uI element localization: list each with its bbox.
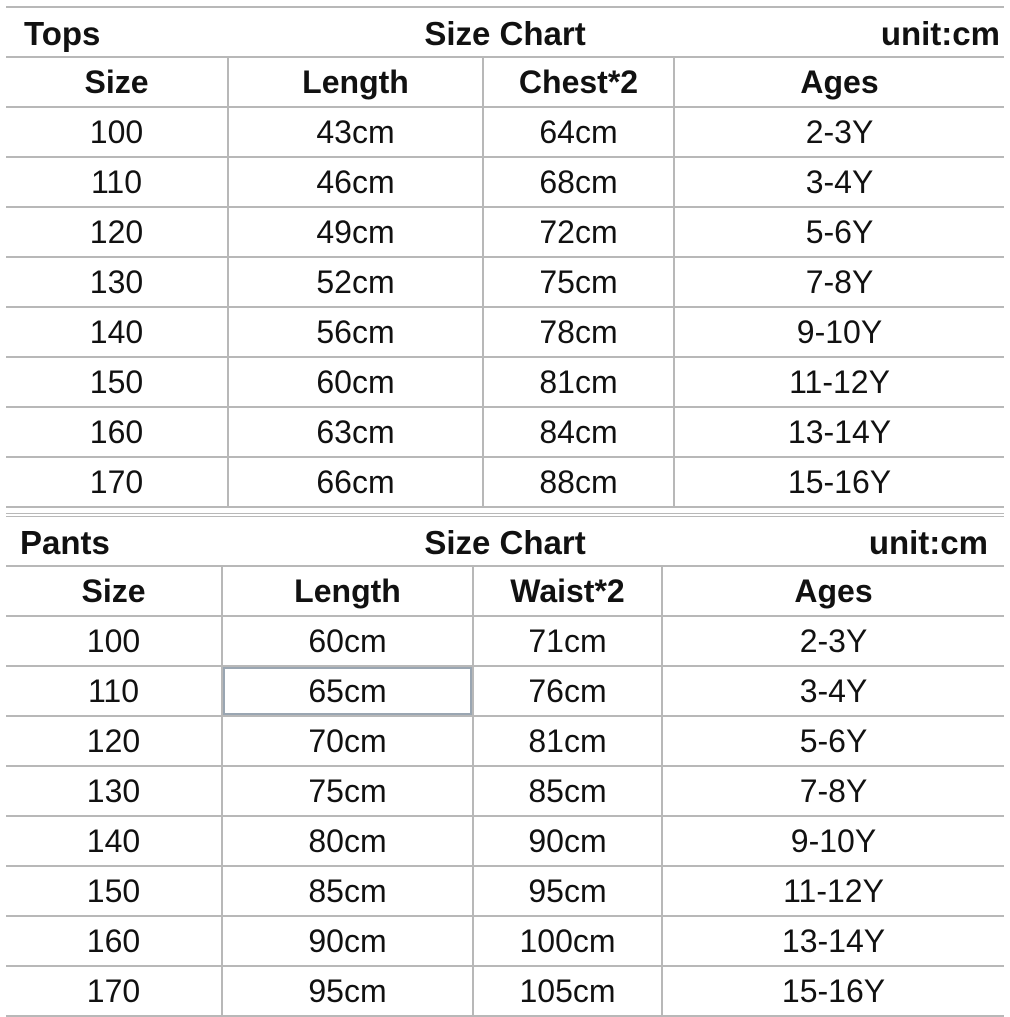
table-row	[6, 107, 1004, 157]
table-row	[6, 916, 1004, 966]
pants-chart-title: Size Chart	[424, 524, 586, 561]
cell-ages[interactable]: 2-3Y	[674, 107, 1004, 157]
cell-size[interactable]: 170	[6, 457, 228, 507]
tops-size-table	[6, 56, 1004, 508]
cell-chest[interactable]: 64cm	[483, 107, 674, 157]
cell-length[interactable]: 85cm	[222, 866, 473, 916]
column-header-size: Size	[6, 57, 228, 107]
cell-size[interactable]: 170	[6, 966, 222, 1016]
cell-size[interactable]: 150	[6, 866, 222, 916]
tops-title-row	[6, 6, 1004, 56]
cell-size[interactable]: 120	[6, 716, 222, 766]
cell-ages[interactable]: 11-12Y	[662, 866, 1004, 916]
pants-table-header	[6, 566, 1004, 616]
tops-section	[6, 6, 1004, 508]
cell-waist[interactable]: 71cm	[473, 616, 662, 666]
cell-chest[interactable]: 88cm	[483, 457, 674, 507]
table-row	[6, 357, 1004, 407]
cell-ages[interactable]: 11-12Y	[674, 357, 1004, 407]
table-row	[6, 966, 1004, 1016]
column-header-waist: Waist*2	[473, 566, 662, 616]
cell-size[interactable]: 160	[6, 916, 222, 966]
table-row	[6, 257, 1004, 307]
cell-ages[interactable]: 9-10Y	[674, 307, 1004, 357]
column-header-chest: Chest*2	[483, 57, 674, 107]
cell-ages[interactable]: 2-3Y	[662, 616, 1004, 666]
cell-length[interactable]: 46cm	[228, 157, 483, 207]
cell-size[interactable]: 130	[6, 766, 222, 816]
cell-ages[interactable]: 5-6Y	[662, 716, 1004, 766]
cell-length[interactable]: 52cm	[228, 257, 483, 307]
cell-chest[interactable]: 72cm	[483, 207, 674, 257]
cell-ages[interactable]: 15-16Y	[674, 457, 1004, 507]
cell-size[interactable]: 140	[6, 816, 222, 866]
cell-chest[interactable]: 75cm	[483, 257, 674, 307]
cell-length[interactable]: 66cm	[228, 457, 483, 507]
table-row	[6, 407, 1004, 457]
cell-ages[interactable]: 15-16Y	[662, 966, 1004, 1016]
cell-length[interactable]: 90cm	[222, 916, 473, 966]
cell-chest[interactable]: 81cm	[483, 357, 674, 407]
pants-section-title: Pants	[20, 524, 110, 561]
pants-unit-label: unit:cm	[868, 524, 988, 561]
column-header-length: Length	[222, 566, 473, 616]
column-header-ages: Ages	[662, 566, 1004, 616]
tops-section-title: Tops	[24, 15, 101, 52]
cell-waist[interactable]: 90cm	[473, 816, 662, 866]
table-row	[6, 716, 1004, 766]
cell-size[interactable]: 120	[6, 207, 228, 257]
table-row	[6, 307, 1004, 357]
cell-chest[interactable]: 84cm	[483, 407, 674, 457]
cell-size[interactable]: 130	[6, 257, 228, 307]
cell-length[interactable]: 70cm	[222, 716, 473, 766]
cell-waist[interactable]: 76cm	[473, 666, 662, 716]
cell-ages[interactable]: 9-10Y	[662, 816, 1004, 866]
cell-ages[interactable]: 3-4Y	[662, 666, 1004, 716]
pants-size-table	[6, 565, 1004, 1017]
table-row	[6, 816, 1004, 866]
cell-length[interactable]: 56cm	[228, 307, 483, 357]
table-row	[6, 866, 1004, 916]
cell-waist[interactable]: 85cm	[473, 766, 662, 816]
cell-length[interactable]: 80cm	[222, 816, 473, 866]
tops-table-body	[6, 107, 1004, 507]
cell-length[interactable]: 43cm	[228, 107, 483, 157]
cell-size[interactable]: 110	[6, 666, 222, 716]
table-row	[6, 157, 1004, 207]
cell-ages[interactable]: 3-4Y	[674, 157, 1004, 207]
column-header-ages: Ages	[674, 57, 1004, 107]
cell-length[interactable]: 60cm	[222, 616, 473, 666]
cell-ages[interactable]: 13-14Y	[662, 916, 1004, 966]
cell-ages[interactable]: 13-14Y	[674, 407, 1004, 457]
cell-ages[interactable]: 7-8Y	[674, 257, 1004, 307]
tops-table-header	[6, 57, 1004, 107]
header-row	[6, 566, 1004, 616]
table-row	[6, 616, 1004, 666]
tops-unit-label: unit:cm	[880, 15, 1000, 52]
table-row	[6, 457, 1004, 507]
cell-size[interactable]: 150	[6, 357, 228, 407]
cell-size[interactable]: 100	[6, 616, 222, 666]
tops-chart-title: Size Chart	[424, 15, 586, 52]
cell-size[interactable]: 140	[6, 307, 228, 357]
cell-chest[interactable]: 78cm	[483, 307, 674, 357]
cell-waist[interactable]: 81cm	[473, 716, 662, 766]
cell-ages[interactable]: 7-8Y	[662, 766, 1004, 816]
cell-ages[interactable]: 5-6Y	[674, 207, 1004, 257]
table-row	[6, 766, 1004, 816]
cell-length[interactable]: 49cm	[228, 207, 483, 257]
pants-title-row	[6, 513, 1004, 565]
cell-size[interactable]: 110	[6, 157, 228, 207]
cell-length[interactable]: 65cm	[222, 666, 473, 716]
cell-chest[interactable]: 68cm	[483, 157, 674, 207]
cell-size[interactable]: 160	[6, 407, 228, 457]
pants-section	[6, 513, 1004, 1017]
cell-length[interactable]: 60cm	[228, 357, 483, 407]
table-row	[6, 207, 1004, 257]
cell-waist[interactable]: 105cm	[473, 966, 662, 1016]
table-row	[6, 666, 1004, 716]
cell-length[interactable]: 75cm	[222, 766, 473, 816]
cell-length[interactable]: 63cm	[228, 407, 483, 457]
cell-waist[interactable]: 95cm	[473, 866, 662, 916]
column-header-length: Length	[228, 57, 483, 107]
cell-waist[interactable]: 100cm	[473, 916, 662, 966]
header-row	[6, 57, 1004, 107]
column-header-size: Size	[6, 566, 222, 616]
cell-length[interactable]: 95cm	[222, 966, 473, 1016]
pants-table-body	[6, 616, 1004, 1016]
cell-size[interactable]: 100	[6, 107, 228, 157]
